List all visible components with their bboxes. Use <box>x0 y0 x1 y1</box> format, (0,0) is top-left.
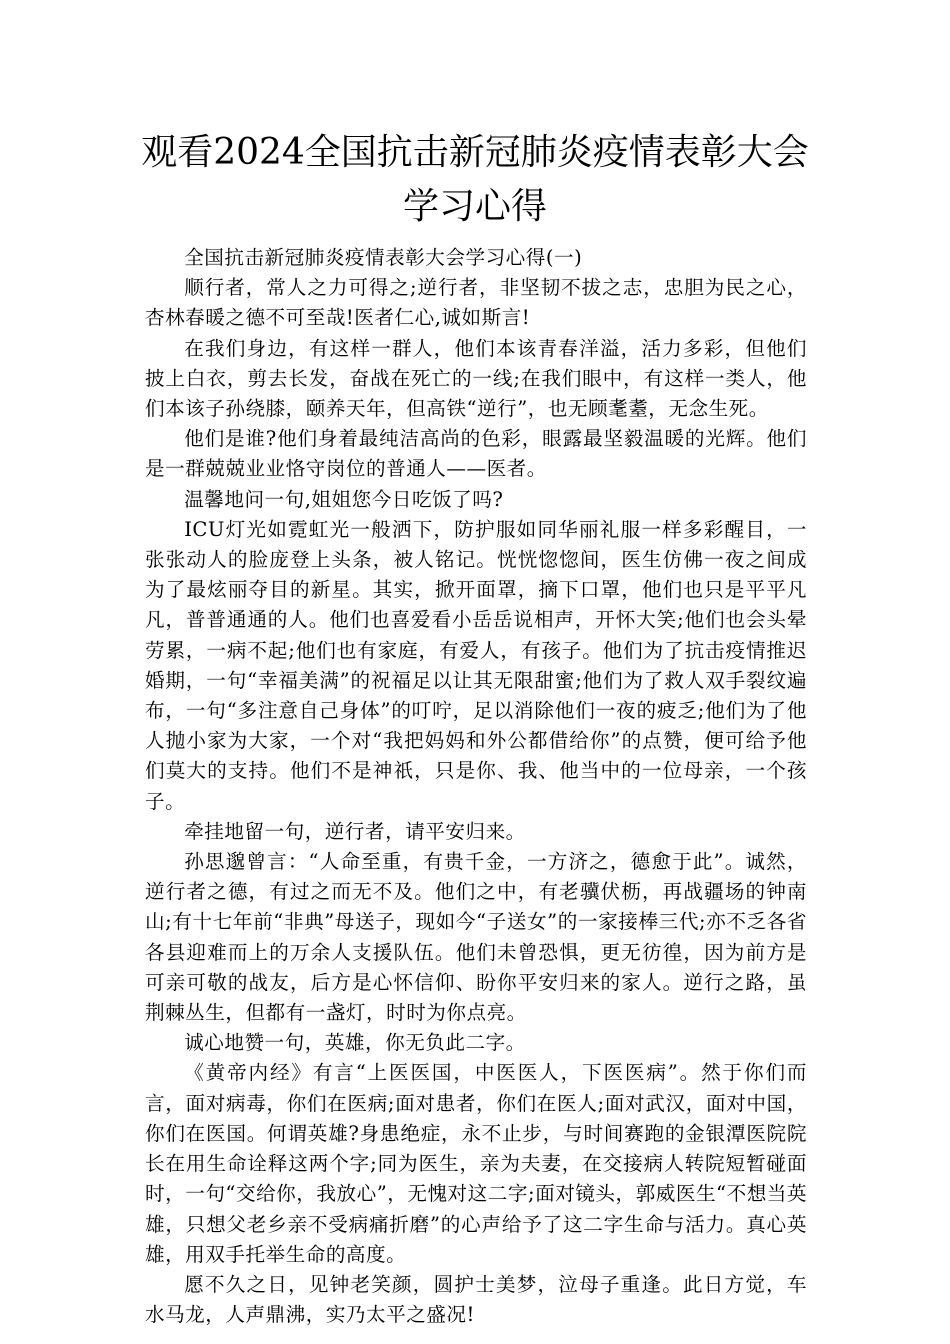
document-title <box>100 126 850 234</box>
paragraph: 温馨地问一句,姐姐您今日吃饭了吗? <box>184 487 504 511</box>
paragraph: ICU灯光如霓虹光一般洒下，防护服如同华丽礼服一样多彩醒目，一张张动人的脸庞登上头条，被人铭记。恍恍惚惚间，医生仿佛一夜之间成为了最炫丽夺目的新星。其实，掀开面罩，摘下口罩，他们也只是平平凡凡，普普通通的人。他们也喜爱看小岳岳说相声，开怀大笑;他们也会头晕劳累，一病不起;他们也有家庭，有爱人，有孩子。他们为了抗击疫情推迟婚期，一句“幸福美满”的祝福足以让其无限甜蜜;他们为了救人双手裂纹遍布，一句“多注意自己身体”的叮咛，足以消除他们一夜的疲乏;他们为了他人抛小家为大家，一个对“我把妈妈和外公都借给你”的点赞，便可给予他们莫大的支持。他们不是神祇，只是你、我、他当中的一位母亲，一个孩子。 <box>145 517 807 813</box>
paragraph: 诚心地赞一句，英雄，你无负此二字。 <box>184 1031 526 1055</box>
paragraph: 《黄帝内经》有言“上医医国，中医医人，下医医病”。然于你们而言，面对病毒，你们在医病;面对患者，你们在医人;面对武汉，面对中国，你们在医国。何谓英雄?身患绝症，永不止步，与时间赛跑的金银潭医院院长在用生命诠释这两个字;同为医生，亲为夫妻，在交接病人转院短暂碰面时，一句“交给你，我放心”，无愧对这二字;面对镜头，郭威医生“不想当英雄，只想父老乡亲不受病痛折磨”的心声给予了这二字生命与活力。真心英雄，用双手托举生命的高度。 <box>145 1061 807 1266</box>
paragraph: 牵挂地留一句，逆行者，请平安归来。 <box>184 819 526 843</box>
paragraph: 在我们身边，有这样一群人，他们本该青春洋溢，活力多彩，但他们披上白衣，剪去长发，奋战在死亡的一线;在我们眼中，有这样一类人，他们本该子孙绕膝，颐养天年，但高铁“逆行”，也无顾耄耋，无念生死。 <box>145 336 807 421</box>
paragraph-subtitle: 全国抗击新冠肺炎疫情表彰大会学习心得(一) <box>184 246 583 269</box>
paragraph: 他们是谁?他们身着最纯洁高尚的色彩，眼露最坚毅温暖的光辉。他们是一群兢兢业业恪守岗位的普通人——医者。 <box>145 427 807 481</box>
paragraph: 顺行者，常人之力可得之;逆行者，非坚韧不拔之志，忠胆为民之心，杏林春暖之德不可至哉!医者仁心,诚如斯言! <box>145 276 807 330</box>
paragraph: 孙思邈曾言：“人命至重，有贵千金，一方济之，德愈于此”。诚然，逆行者之德，有过之而无不及。他们之中，有老骥伏枥，再战疆场的钟南山;有十七年前“非典”母送子，现如今“子送女”的一家接棒三代;亦不乏各省各县迎难而上的万余人支援队伍。他们未曾恐惧，更无彷徨，因为前方是可亲可敬的战友，后方是心怀信仰、盼你平安归来的家人。逆行之路，虽荆棘丛生，但都有一盏灯，时时为你点亮。 <box>145 850 807 1025</box>
document-body <box>145 243 807 1330</box>
paragraph: 愿不久之日，见钟老笑颜，圆护士美梦，泣母子重逢。此日方觉，车水马龙，人声鼎沸，实乃太平之盛况! <box>145 1272 807 1327</box>
title-line-1: 观看2024全国抗击新冠肺炎疫情表彰大会 <box>141 132 809 173</box>
title-line-2: 学习心得 <box>402 186 547 227</box>
